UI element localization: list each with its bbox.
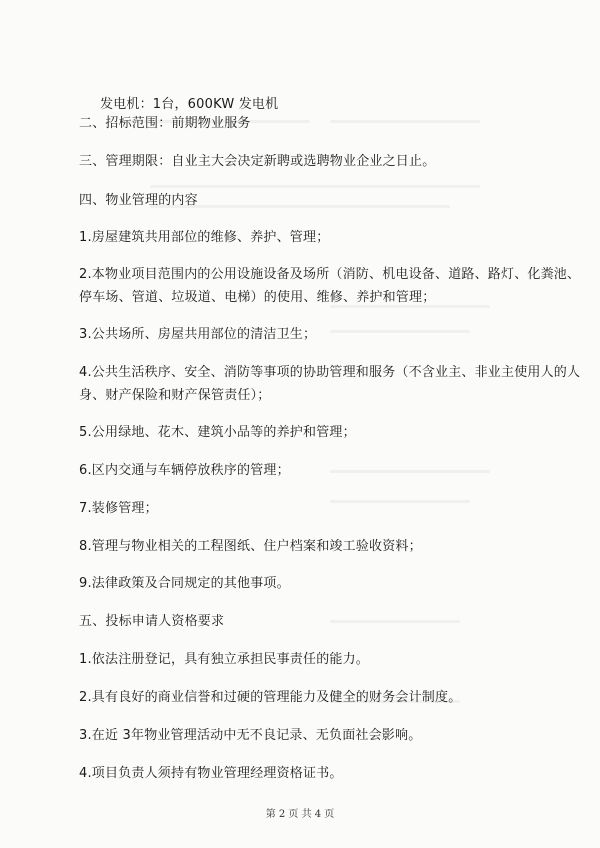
content-item-4-continued: 身、财产保险和财产保管责任）；: [79, 388, 271, 403]
content-item-6: 6.区内交通与车辆停放秩序的管理；: [79, 463, 290, 478]
section-5-heading: 五、投标申请人资格要求: [79, 614, 225, 629]
qualification-item-4: 4.项目负责人须持有物业管理经理资格证书。: [79, 766, 343, 781]
bleed-through-mark: [330, 620, 460, 623]
bleed-through-mark: [330, 120, 480, 123]
section-3-heading: 三、管理期限：自业主大会决定新聘或选聘物业企业之日止。: [79, 154, 436, 169]
bleed-through-mark: [330, 330, 470, 333]
qualification-item-1: 1.依法注册登记，具有独立承担民事责任的能力。: [79, 652, 370, 667]
content-item-8: 8.管理与物业相关的工程图纸、住户档案和竣工验收资料；: [79, 539, 422, 554]
content-item-9: 9.法律政策及合同规定的其他事项。: [79, 576, 290, 591]
content-item-3: 3.公共场所、房屋共用部位的清洁卫生；: [79, 327, 317, 342]
section-4-heading: 四、物业管理的内容: [79, 193, 198, 208]
bleed-through-mark: [150, 185, 480, 188]
qualification-item-2: 2.具有良好的商业信誉和过硬的管理能力及健全的财务会计制度。: [79, 690, 462, 705]
content-item-5: 5.公用绿地、花木、建筑小品等的养护和管理；: [79, 425, 356, 440]
content-item-2: 2.本物业项目范围内的公用设施设备及场所（消防、机电设备、道路、路灯、化粪池、: [79, 267, 581, 282]
bleed-through-mark: [330, 500, 470, 503]
content-item-7: 7.装修管理；: [79, 501, 158, 516]
content-item-2-continued: 停车场、管道、垃圾道、电梯）的使用、维修、养护和管理；: [79, 290, 436, 305]
content-item-4: 4.公共生活秩序、安全、消防等事项的协助管理和服务（不含业主、非业主使用人的人: [79, 365, 581, 380]
qualification-item-3: 3.在近 3年物业管理活动中无不良记录、无负面社会影响。: [79, 728, 422, 743]
content-item-1: 1.房屋建筑共用部位的维修、养护、管理；: [79, 230, 330, 245]
generator-spec-line: 发电机：1台，600KW 发电机: [100, 97, 279, 112]
page-number-footer: 第 2 页 共 4 页: [265, 809, 335, 820]
bleed-through-mark: [330, 470, 490, 473]
section-2-heading: 二、招标范围：前期物业服务: [79, 116, 251, 131]
